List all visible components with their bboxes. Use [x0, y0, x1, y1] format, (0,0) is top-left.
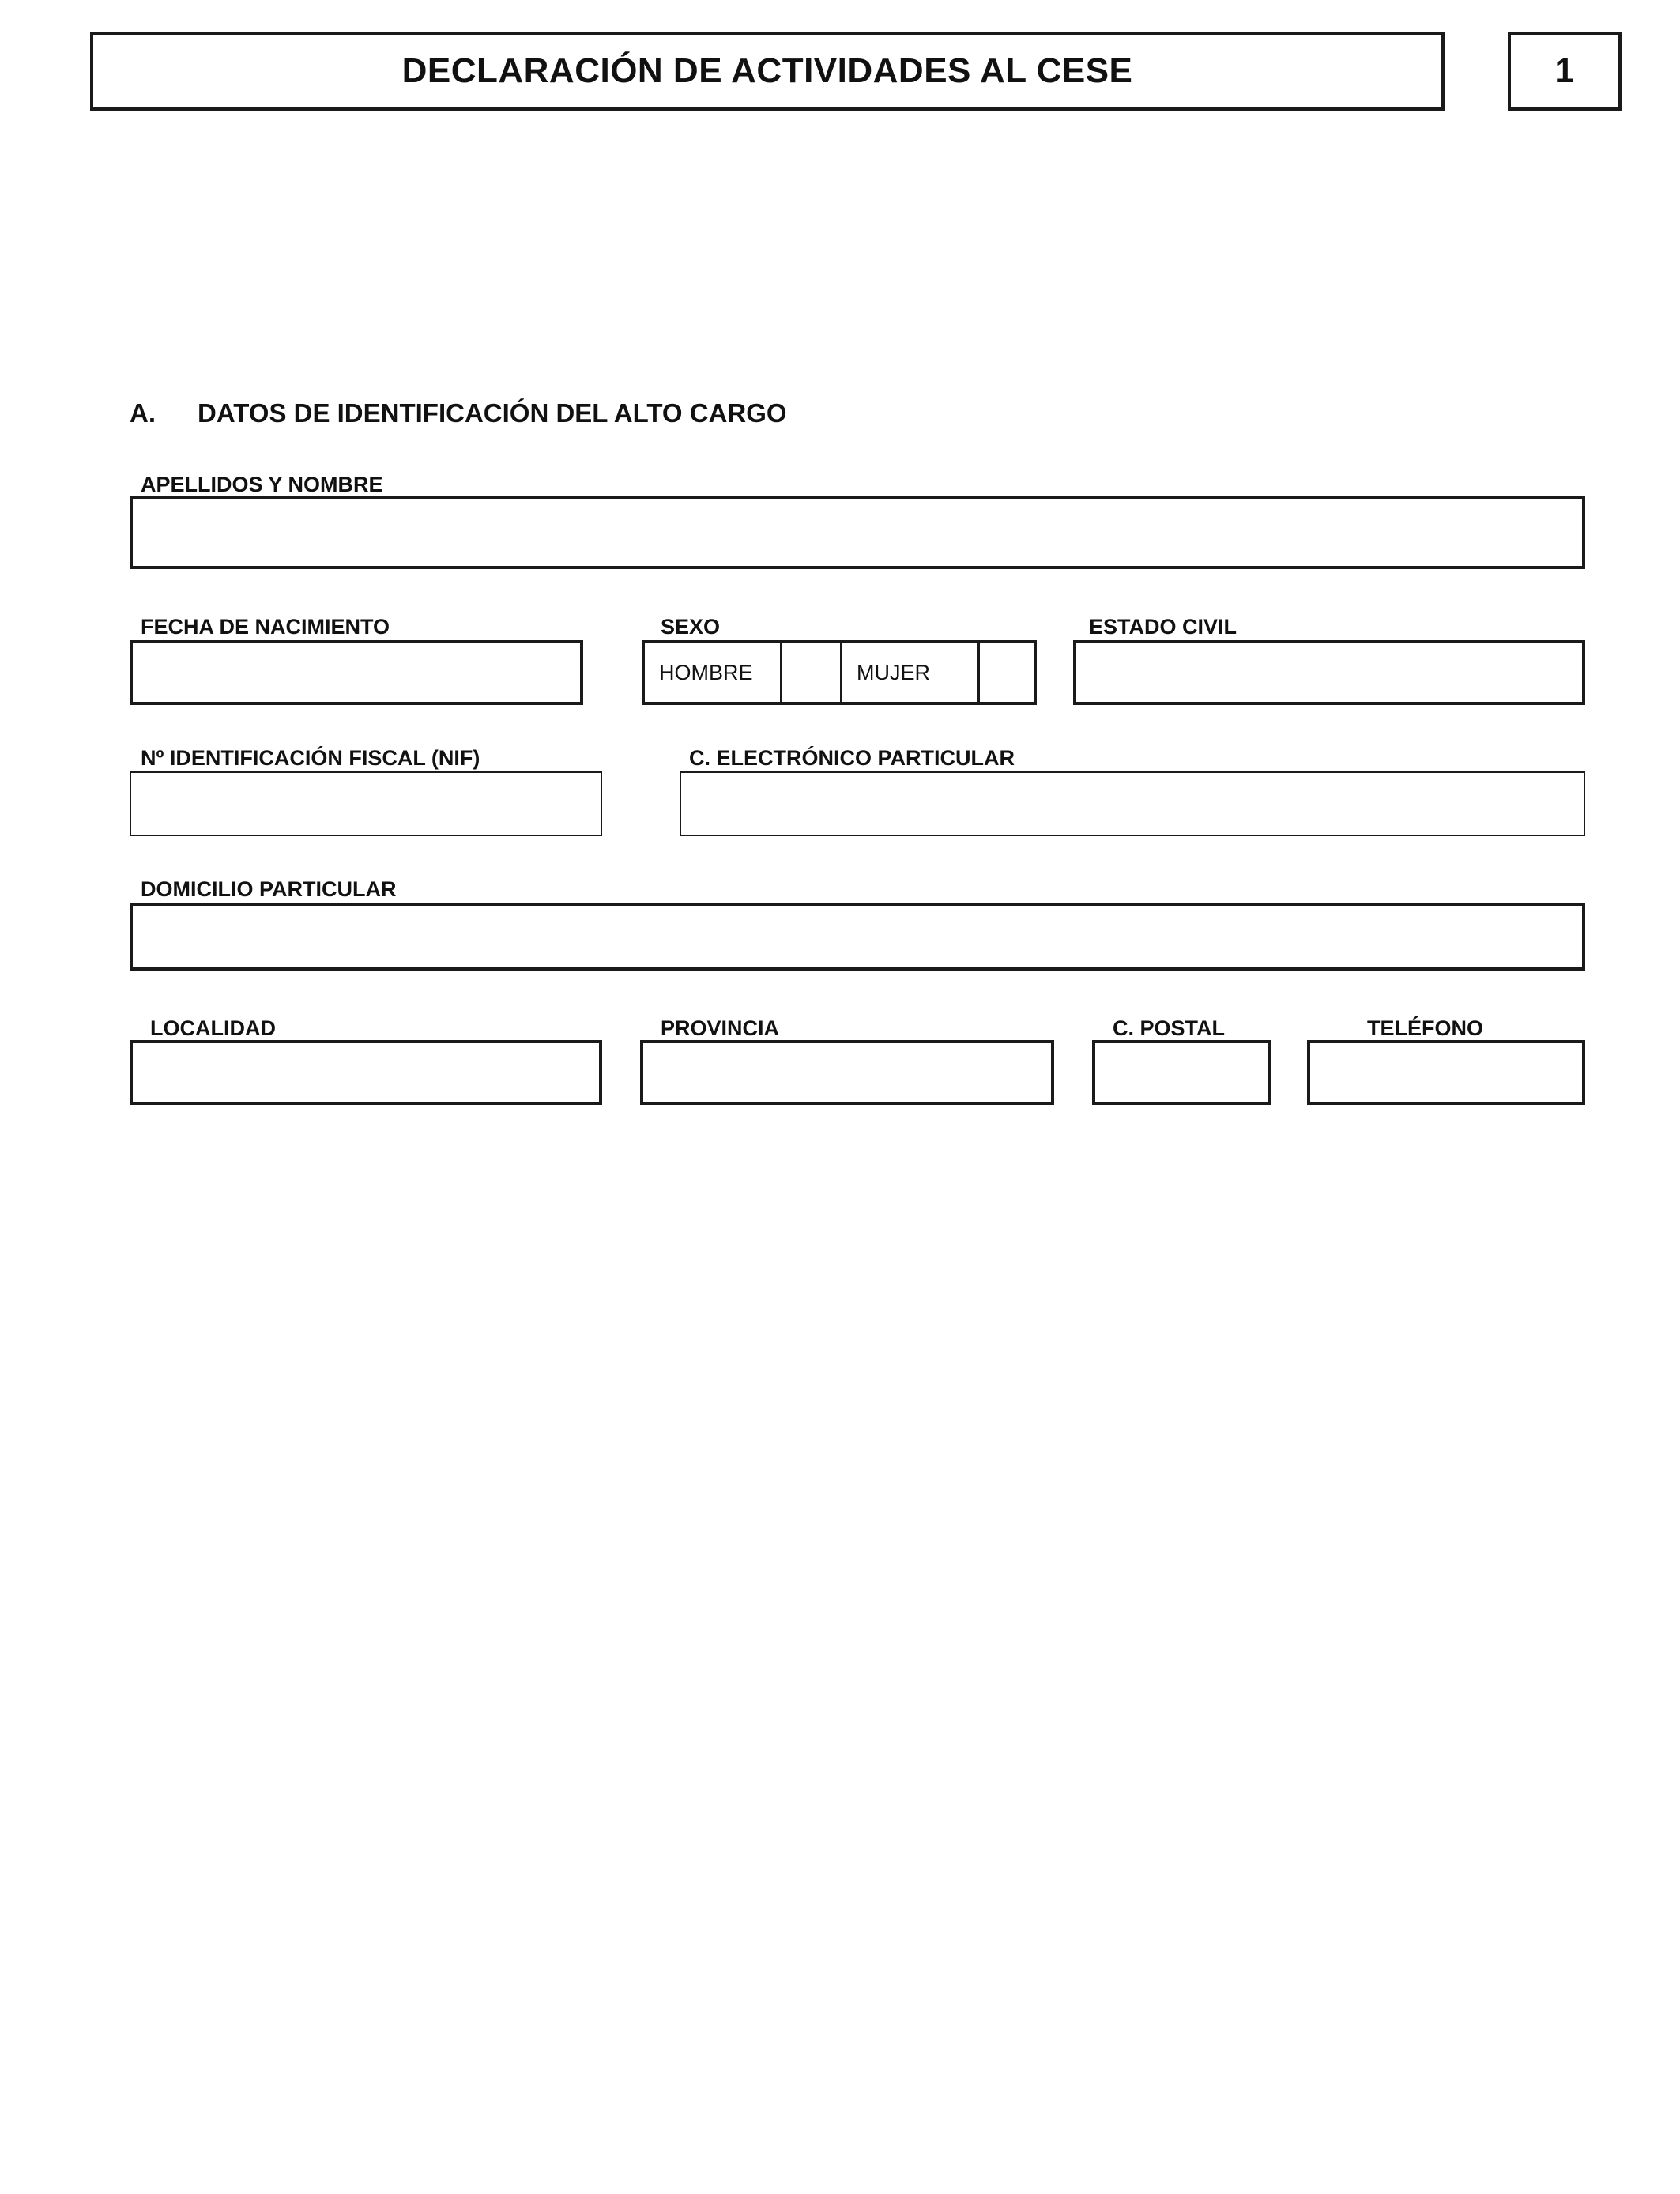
domicilio-label: DOMICILIO PARTICULAR: [141, 877, 397, 901]
sexo-group: [642, 640, 1037, 705]
telefono-label: TELÉFONO: [1367, 1016, 1483, 1040]
localidad-field[interactable]: [130, 1040, 602, 1105]
sexo-mujer-checkbox[interactable]: [980, 643, 1034, 702]
document-title: DECLARACIÓN DE ACTIVIDADES AL CESE: [401, 51, 1133, 90]
page-number: 1: [1554, 51, 1575, 90]
codigo-postal-label: C. POSTAL: [1113, 1016, 1226, 1040]
section-letter: A.: [130, 398, 156, 428]
page-number-box: [1508, 32, 1622, 111]
nif-label: Nº IDENTIFICACIÓN FISCAL (NIF): [141, 746, 480, 770]
telefono-field[interactable]: [1307, 1040, 1585, 1105]
sexo-hombre-checkbox[interactable]: [782, 643, 842, 702]
localidad-label: LOCALIDAD: [150, 1016, 276, 1040]
domicilio-field[interactable]: [130, 903, 1585, 971]
email-field[interactable]: [680, 771, 1585, 836]
provincia-field[interactable]: [640, 1040, 1054, 1105]
apellidos-nombre-label: APELLIDOS Y NOMBRE: [141, 473, 383, 496]
fecha-nacimiento-label: FECHA DE NACIMIENTO: [141, 615, 390, 639]
estado-civil-label: ESTADO CIVIL: [1089, 615, 1237, 639]
codigo-postal-field[interactable]: [1092, 1040, 1271, 1105]
fecha-nacimiento-field[interactable]: [130, 640, 583, 705]
sexo-hombre-label: HOMBRE: [645, 643, 782, 702]
nif-field[interactable]: [130, 771, 602, 836]
document-title-box: [90, 32, 1445, 111]
provincia-label: PROVINCIA: [661, 1016, 780, 1040]
sexo-mujer-label: MUJER: [842, 643, 980, 702]
section-title: DATOS DE IDENTIFICACIÓN DEL ALTO CARGO: [198, 398, 787, 428]
apellidos-nombre-field[interactable]: [130, 496, 1585, 569]
email-label: C. ELECTRÓNICO PARTICULAR: [689, 746, 1015, 770]
estado-civil-field[interactable]: [1073, 640, 1585, 705]
sexo-label: SEXO: [661, 615, 721, 639]
